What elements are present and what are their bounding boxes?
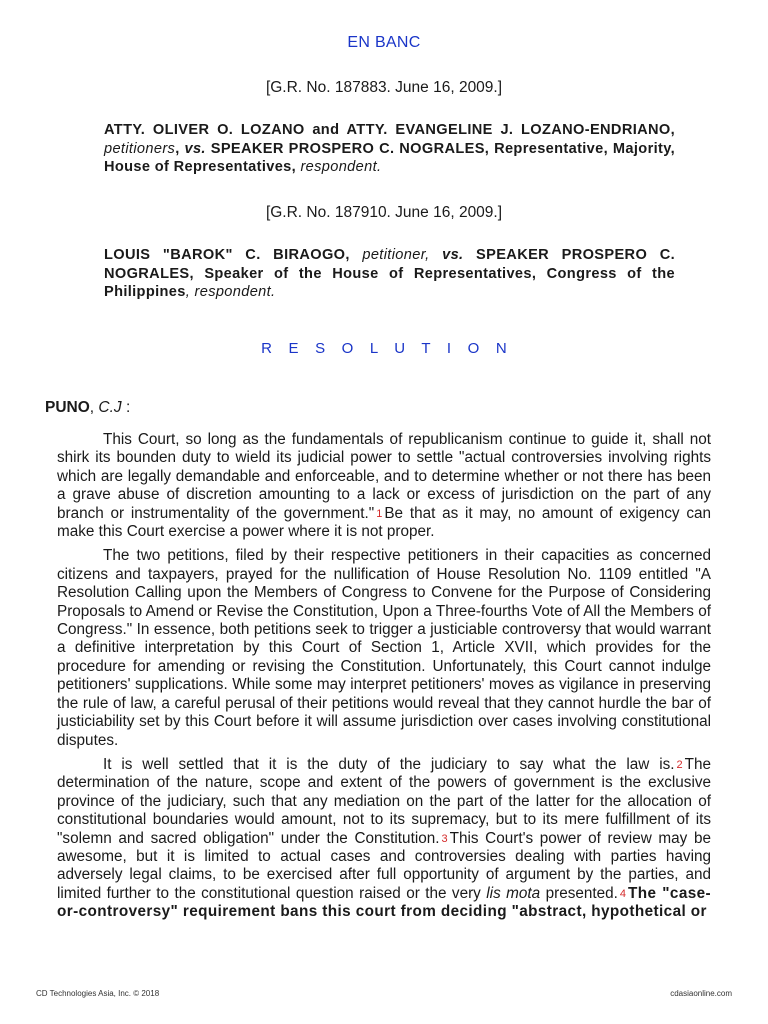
case1-parties: ATTY. OLIVER O. LOZANO and ATTY. EVANGELINE J. LOZANO-ENDRIANO, petitioners, vs. SPEAKER PROSPERO C. NOGRALES, Representative, Majority, House of Representatives, respondent. <box>104 122 675 175</box>
paragraph-3-text-b: The determination of the nature, scope and extent of the powers of government is the exclusive province of the judiciary, such that any mediation on the part of the latter for the allocation of constitutional boundaries would amount, not to its supremacy, but to its mere fulfillment of its "solemn and sacred obligation" under the Constitution. <box>57 755 711 847</box>
paragraph-3-text-d: presented. <box>545 884 618 902</box>
resolution-body <box>57 431 711 928</box>
resolution-heading: R E S O L U T I O N <box>261 340 513 357</box>
case1-respondent-role: respondent. <box>300 159 382 175</box>
ponente-title: C.J <box>98 399 122 416</box>
case1-petitioners-names: ATTY. OLIVER O. LOZANO and ATTY. EVANGELINE J. LOZANO-ENDRIANO, <box>104 122 675 138</box>
case1-petitioners-role: petitioners <box>104 140 176 157</box>
ponente-name: PUNO <box>45 399 90 416</box>
division-heading: EN BANC <box>347 34 421 51</box>
case2-respondent-role: , respondent. <box>185 284 276 300</box>
paragraph-1-text-b: Be that as it may, no amount of exigency can make this Court exercise a power where it is not proper. <box>57 504 711 541</box>
footnote-ref-2[interactable]: 2 <box>676 758 683 771</box>
case1-vs: vs. <box>184 140 206 157</box>
footnote-ref-1[interactable]: 1 <box>376 507 383 520</box>
paragraph-2 <box>57 547 711 749</box>
ponente-sep: , <box>89 399 99 416</box>
lis-mota-term: lis mota <box>486 884 541 902</box>
case2-parties <box>104 246 675 302</box>
paragraph-3-text-a: It is well settled that it is the duty of the judiciary to say what the law is. <box>103 755 675 773</box>
case2-petitioner-name: LOUIS "BAROK" C. BIRAOGO, <box>104 247 350 263</box>
paragraph-3-text-e: The "case-or-controversy" requirement bans this court from deciding "abstract, hypothetical or <box>57 884 712 921</box>
case2-respondent-name: SPEAKER PROSPERO C. NOGRALES, Speaker of the House of Representatives, Congress of the Philippines <box>104 247 676 300</box>
case2-vs: vs. <box>442 247 464 263</box>
footer-site-link[interactable]: cdasiaonline.com <box>670 989 732 998</box>
ponente-line <box>45 399 130 417</box>
paragraph-1-text-a: This Court, so long as the fundamentals of republicanism continue to guide it, shall not shirk its bounden duty to wield its judicial power to settle "actual controversies involving rights which are legally demandable and enforceable, and to determine whether or not there has been a grave abuse of discretion amounting to a lack or excess of jurisdiction on the part of any branch or instrumentality of the government." <box>57 431 711 522</box>
footnote-ref-4[interactable]: 4 <box>619 887 627 900</box>
footnote-ref-3[interactable]: 3 <box>441 832 448 845</box>
case2-petitioner-role: petitioner, <box>362 247 430 263</box>
footer-copyright: CD Technologies Asia, Inc. © 2018 <box>36 989 160 998</box>
case2-gr-number: [G.R. No. 187910. June 16, 2009.] <box>265 204 503 221</box>
paragraph-1 <box>57 431 711 541</box>
paragraph-3-text-c: This Court's power of review may be awesome, but it is limited to actual cases and controversies dealing with parties having adversely legal claims, to be exercised after full opportunity of argument by the parties, and limited further to the constitutional question raised or the very <box>57 829 711 902</box>
paragraph-2-text: The two petitions, filed by their respective petitioners in their capacities as concerned citizens and taxpayers, prayed for the nullification of House Resolution No. 1109 entitled "A Resolution Calling upon the Members of Congress to Convene for the Purpose of Considering Proposals to Amend or Revise the Constitution, Upon a Three-fourths Vote of All the Members of Congress." In essence, both petitions seek to trigger a justiciable controversy that would warrant a definitive interpretation by this Court of Section 1, Article XVII, which provides for the procedure for amending or revising the Constitution. Unfortunately, this Court cannot indulge petitioners' supplications. While some may interpret petitioners' moves as vigilance in preserving the rule of law, a careful perusal of their petitions would reveal that they cannot hurdle the bar of justiciability set by this Court before it will assume jurisdiction over cases involving constitutional disputes. <box>57 547 711 749</box>
case1-gr-number: [G.R. No. 187883. June 16, 2009.] <box>265 79 503 96</box>
case1-respondent-name: SPEAKER PROSPERO C. NOGRALES, Representative, Majority, House of Representatives, <box>104 140 675 175</box>
ponente-suffix: : <box>121 399 131 416</box>
paragraph-3 <box>57 756 711 922</box>
